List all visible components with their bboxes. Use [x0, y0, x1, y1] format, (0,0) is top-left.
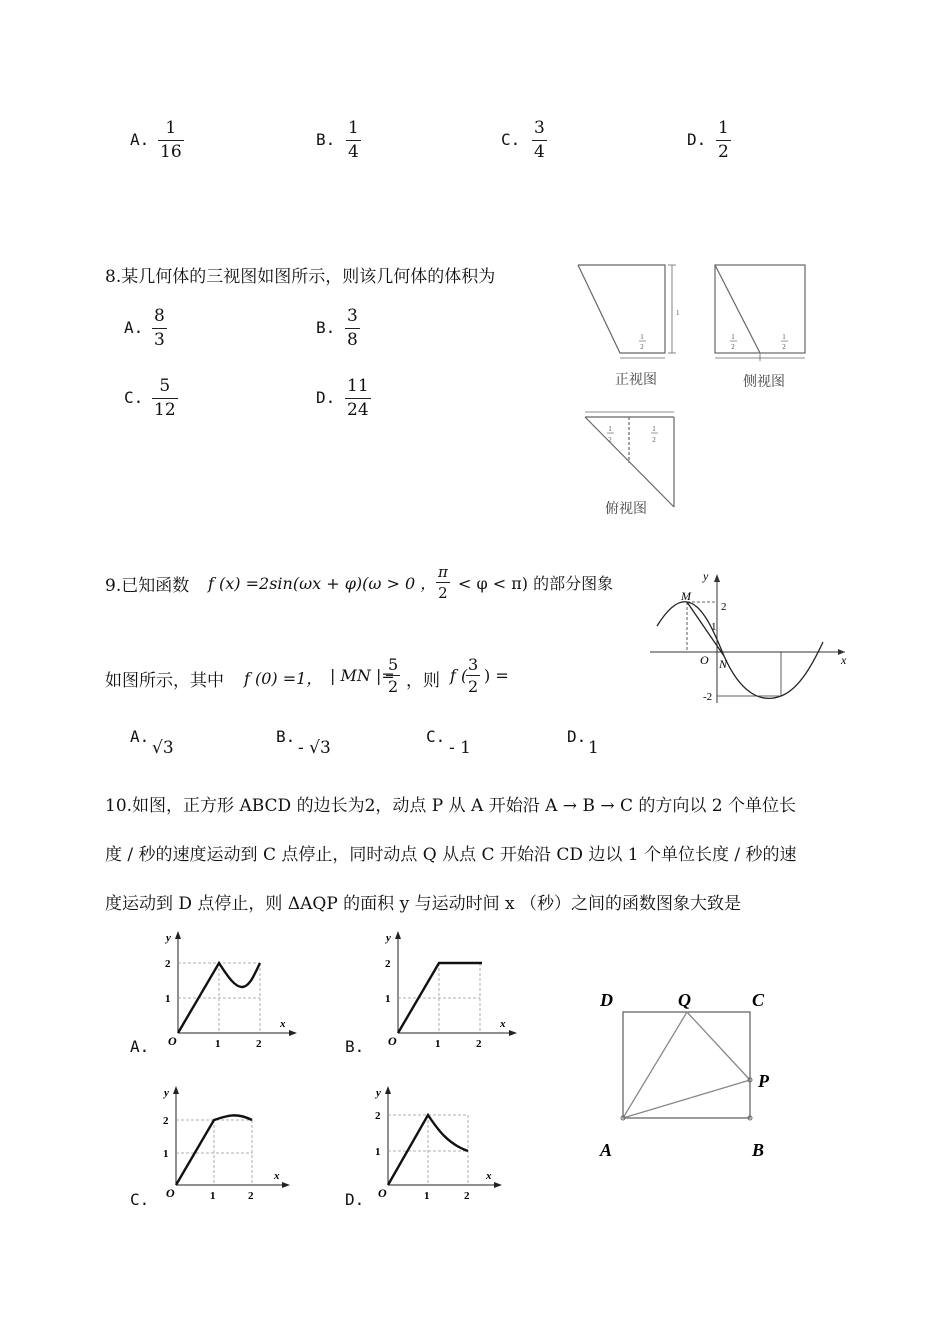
graph-d-x1: 1 — [424, 1190, 430, 1202]
graph-d-x-label: x — [486, 1170, 492, 1182]
q8-option-a-letter: A. — [124, 318, 144, 337]
q8-option-b-letter: B. — [316, 318, 336, 337]
q9-m-label: M — [681, 589, 691, 603]
top-view-label: 俯视图 — [605, 501, 647, 517]
q10-graph-c — [158, 1080, 298, 1205]
graph-d-y-label: y — [376, 1087, 381, 1099]
q9-mn: | MN |= — [330, 666, 395, 685]
graph-b-y2: 2 — [385, 958, 391, 970]
top-half-num-right: 1 — [652, 425, 656, 433]
q10-line2: 度 / 秒的速度运动到 C 点停止，同时动点 Q 从点 C 开始沿 CD 边以 1 个单位长度 / 秒的速 — [105, 845, 797, 865]
q9-option-a-letter: A. — [130, 727, 150, 746]
q7-option-a-fraction: 1 16 — [160, 118, 182, 162]
q9-stem-start: 9.已知函数 — [105, 576, 190, 596]
graph-b-x2: 2 — [476, 1038, 482, 1050]
graph-a-origin: O — [168, 1034, 177, 1048]
graph-c-x1: 1 — [210, 1190, 216, 1202]
graph-b-x-label: x — [500, 1018, 506, 1030]
graph-c-x-label: x — [274, 1170, 280, 1182]
graph-c-x2: 2 — [248, 1190, 254, 1202]
q8-option-d-letter: D. — [316, 388, 336, 407]
front-view — [578, 265, 676, 358]
graph-a-y2: 2 — [165, 958, 171, 970]
graph-a-y1: 1 — [165, 993, 171, 1005]
q8-option-c-fraction: 5 12 — [154, 376, 176, 420]
q9-fq-fraction: 3 2 — [468, 655, 479, 696]
square-q-label: Q — [678, 990, 691, 1010]
q9-mn-fraction: 5 2 — [388, 655, 399, 696]
q10-option-c-letter: C. — [130, 1190, 150, 1209]
q8-option-a-fraction: 8 3 — [154, 306, 165, 350]
q9-fq-end: ) = — [484, 666, 509, 685]
q9-yneg2-label: -2 — [703, 691, 713, 703]
q9-option-d-letter: D. — [567, 727, 587, 746]
q9-y-axis-label: y — [703, 569, 709, 583]
graph-c-origin: O — [166, 1186, 175, 1200]
q7-option-d-letter: D. — [687, 130, 707, 149]
square-a-label: A — [600, 1140, 613, 1160]
square-b-label: B — [752, 1140, 765, 1160]
q9-x-axis-label: x — [841, 653, 847, 667]
q7-option-b-fraction: 1 4 — [348, 118, 359, 162]
q9-option-c-value: - 1 — [449, 738, 471, 758]
q9-origin-label: O — [700, 653, 709, 667]
q10-graph-b — [380, 925, 520, 1050]
q9-line2-start: 如图所示，其中 — [105, 671, 224, 691]
graph-a-x2: 2 — [256, 1038, 262, 1050]
q9-n-label: N — [719, 657, 728, 671]
graph-a-y-label: y — [166, 932, 171, 944]
q8-option-c-letter: C. — [124, 388, 144, 407]
q10-square-figure — [590, 980, 790, 1170]
side-half-num-left: 1 — [731, 333, 735, 341]
graph-b-x1: 1 — [435, 1038, 441, 1050]
q9-y2-label: 2 — [721, 601, 727, 613]
graph-c-y-label: y — [164, 1087, 169, 1099]
q9-condition-fraction: π 2 — [438, 563, 448, 602]
q10-graph-d — [370, 1080, 510, 1205]
q10-line1: 10.如图，正方形 ABCD 的边长为2，动点 P 从 A 开始沿 A → B → C 的方向以 2 个单位长 — [105, 796, 797, 816]
q9-option-b-value: - √3 — [298, 738, 331, 758]
q9-option-c-letter: C. — [426, 727, 446, 746]
top-half-den-left: 2 — [608, 436, 612, 444]
front-half-den: 2 — [640, 343, 644, 351]
q9-y1-label: 1 — [711, 621, 717, 633]
q10-option-d-letter: D. — [345, 1190, 365, 1209]
q9-then: ，则 — [406, 671, 440, 691]
square-d-label: D — [600, 990, 613, 1010]
q10-option-b-letter: B. — [345, 1037, 365, 1056]
q10-option-a-letter: A. — [130, 1037, 150, 1056]
q8-option-d-fraction: 11 24 — [347, 376, 369, 420]
q9-condition-rest: < φ < π) 的部分图象 — [458, 574, 614, 593]
graph-c-y1: 1 — [163, 1148, 169, 1160]
front-half-num: 1 — [640, 333, 644, 341]
q9-fq: f ( — [450, 666, 468, 685]
q9-sine-graph — [645, 568, 855, 708]
side-view — [715, 265, 805, 361]
graph-b-y-label: y — [386, 932, 391, 944]
top-half-den-right: 2 — [652, 436, 656, 444]
q9-option-d-value: 1 — [588, 738, 599, 758]
q7-option-c-letter: C. — [501, 130, 521, 149]
graph-d-y1: 1 — [375, 1146, 381, 1158]
q9-option-b-letter: B. — [276, 727, 296, 746]
graph-a-x-label: x — [280, 1018, 286, 1030]
front-view-label: 正视图 — [615, 372, 657, 388]
q7-option-a-letter: A. — [130, 130, 150, 149]
side-half-den-left: 2 — [731, 343, 735, 351]
graph-d-y2: 2 — [375, 1110, 381, 1122]
side-half-den-right: 2 — [782, 343, 786, 351]
q9-function: f (x) =2sin(ωx + φ)(ω > 0 ， — [208, 574, 437, 593]
graph-c-y2: 2 — [163, 1115, 169, 1127]
graph-b-y1: 1 — [385, 993, 391, 1005]
q8-option-b-fraction: 3 8 — [347, 306, 358, 350]
q7-option-c-fraction: 3 4 — [534, 118, 545, 162]
graph-d-origin: O — [378, 1186, 387, 1200]
square-c-label: C — [752, 990, 765, 1010]
top-half-num-left: 1 — [608, 425, 612, 433]
front-height-label: 1 — [676, 309, 680, 317]
q10-line3: 度运动到 D 点停止，则 ΔAQP 的面积 y 与运动时间 x （秒）之间的函数图象大致是 — [105, 894, 741, 914]
graph-d-x2: 2 — [464, 1190, 470, 1202]
top-view — [585, 412, 674, 507]
q7-option-b-letter: B. — [316, 130, 336, 149]
side-half-num-right: 1 — [782, 333, 786, 341]
side-view-label: 侧视图 — [743, 374, 785, 390]
square-p-label: P — [758, 1071, 769, 1091]
graph-b-origin: O — [388, 1034, 397, 1048]
q10-graph-a — [160, 925, 300, 1050]
q9-option-a-value: √3 — [152, 738, 174, 758]
q8-stem: 8.某几何体的三视图如图所示，则该几何体的体积为 — [105, 267, 496, 287]
q7-option-d-fraction: 1 2 — [718, 118, 729, 162]
q9-f0: f (0) =1， — [244, 669, 323, 688]
graph-a-x1: 1 — [215, 1038, 221, 1050]
